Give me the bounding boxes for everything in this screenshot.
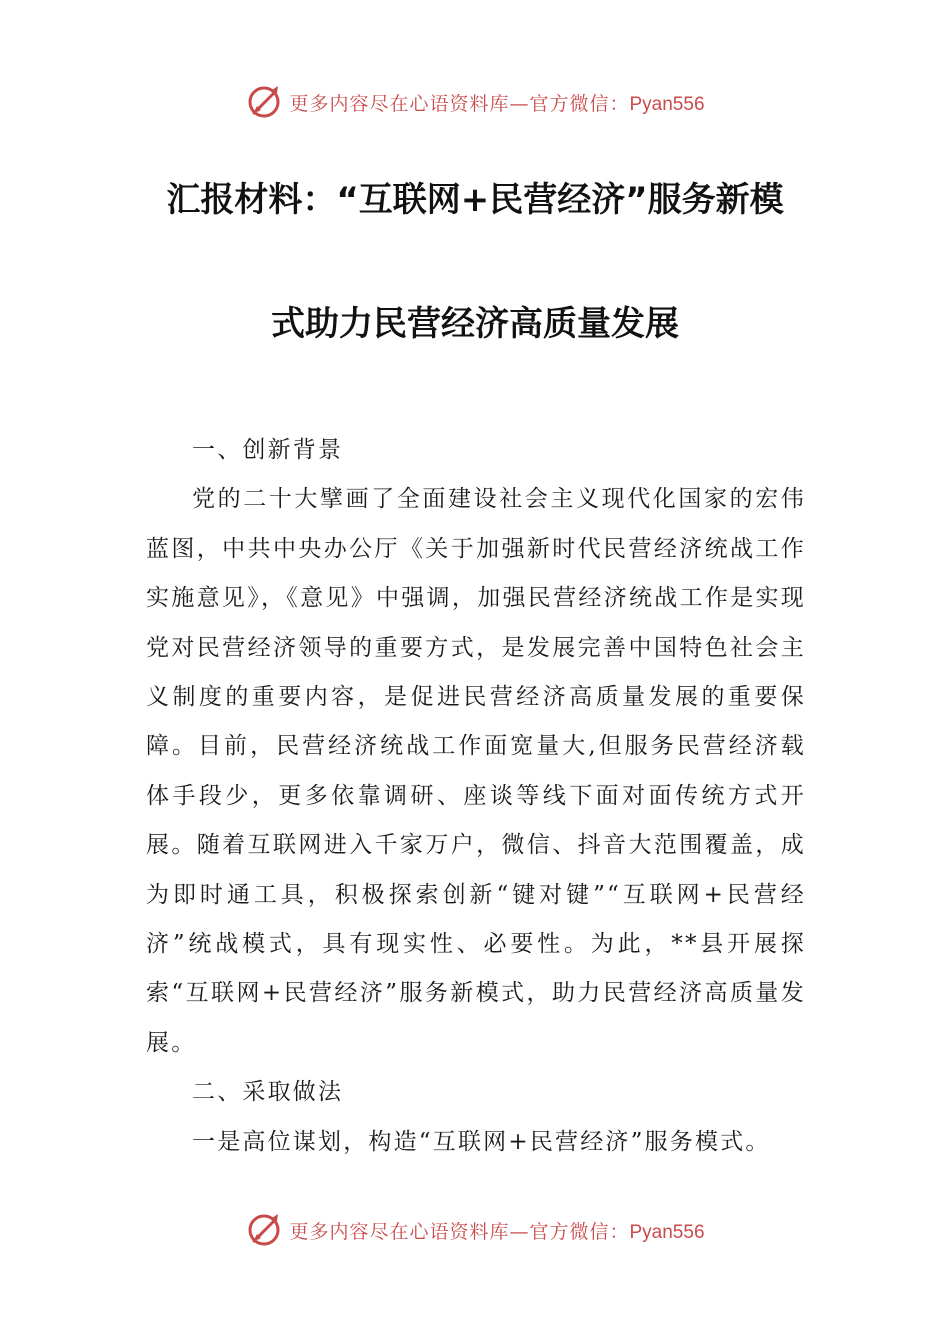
pen-logo-icon <box>245 1210 285 1250</box>
banner-text <box>289 1217 704 1244</box>
section-heading-2: 二、采取做法 <box>192 1079 344 1106</box>
banner-label: 更多内容尽在心语资料库—官方微信： <box>289 92 630 115</box>
body-paragraph-2: 一是高位谋划，构造“互联网+民营经济”服务模式。 <box>192 1128 771 1155</box>
pen-logo-icon <box>245 82 285 122</box>
footer-banner <box>0 1208 950 1252</box>
body-paragraph-1: 党的二十大擘画了全面建设社会主义现代化国家的宏伟蓝图，中共中央办公厅《关于加强新时代民营经济统战工作实施意见》，《意见》中强调，加强民营经济统战工作是实现党对民营经济领导的重要方式，是发展完善中国特色社会主义制度的重要内容，是促进民营经济高质量发展的重要保障。目前，民营经济统战工作面宽量大,但服务民营经济载体手段少，更多依靠调研、座谈等线下面对面传统方式开展。随着互联网进入千家万户，微信、抖音大范围覆盖，成为即时通工具，积极探索创新“键对键”“互联网+民营经济”统战模式，具有现实性、必要性。为此，**县开展探索“互联网+民营经济”服务新模式，助力民营经济高质量发展。 <box>146 486 806 1056</box>
section-heading-1: 一、创新背景 <box>192 437 344 463</box>
document-title-line-1: 汇报材料：“互联网+民营经济”服务新模 <box>166 180 784 220</box>
banner-text <box>289 89 704 116</box>
wechat-id: Pyan556 <box>629 1221 705 1243</box>
document-body <box>146 426 806 1167</box>
header-banner <box>0 80 950 124</box>
wechat-id: Pyan556 <box>629 93 705 115</box>
document-title-line-2: 式助力民营经济高质量发展 <box>271 304 679 344</box>
banner-label: 更多内容尽在心语资料库—官方微信： <box>289 1220 630 1243</box>
